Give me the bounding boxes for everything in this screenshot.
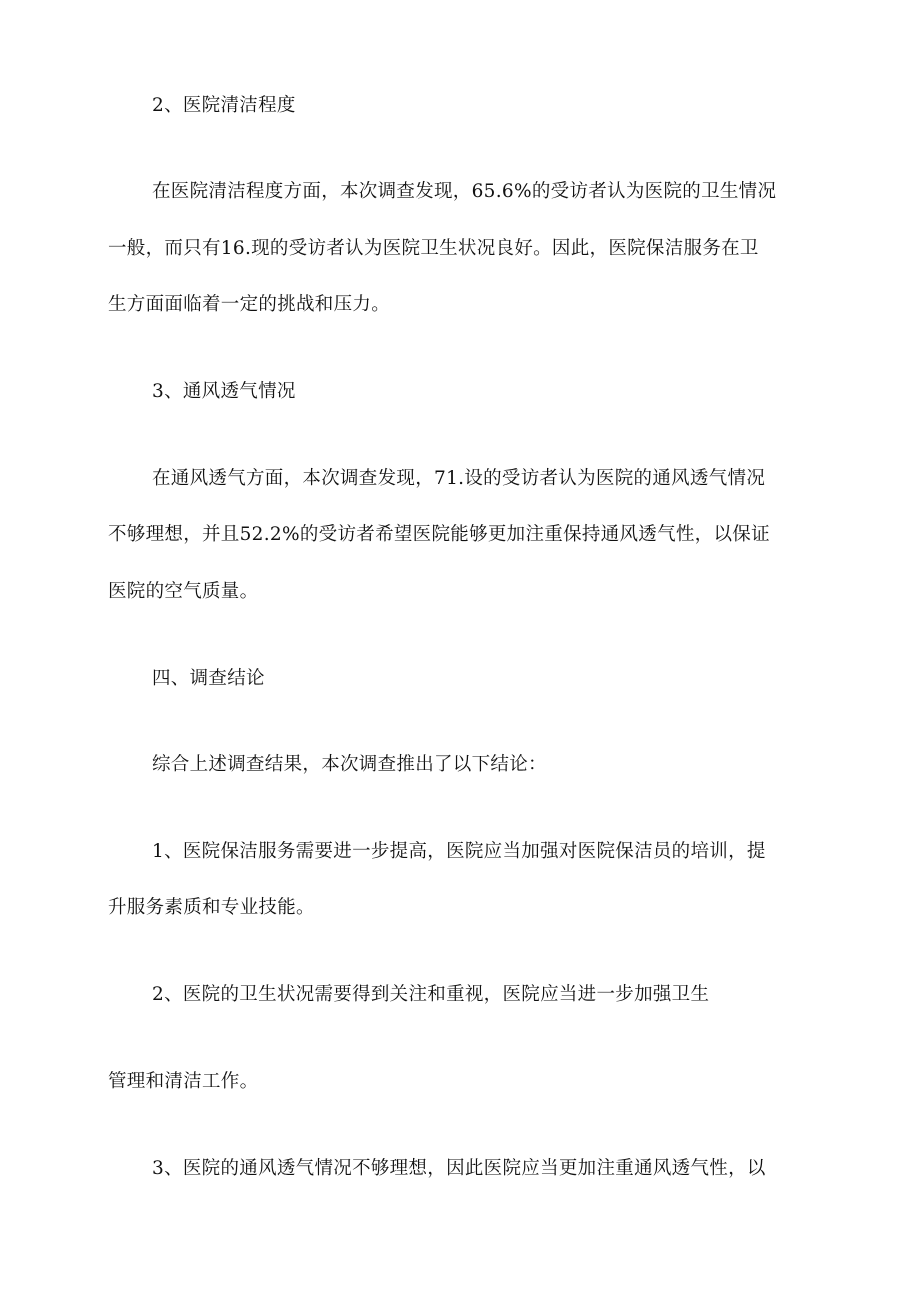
paragraph-cleanliness-line-1: 在医院清洁程度方面，本次调查发现，65.6%的受访者认为医院的卫生情况 (152, 181, 777, 202)
paragraph-cleanliness-line-3: 生方面面临着一定的挑战和压力。 (108, 294, 391, 315)
section-heading-hospital-cleanliness: 2、医院清洁程度 (152, 95, 296, 116)
section-heading-survey-conclusion: 四、调查结论 (152, 668, 265, 689)
paragraph-ventilation-line-1: 在通风透气方面，本次调查发现，71.设的受访者认为医院的通风透气情况 (152, 468, 766, 489)
conclusion-item-2-line-2: 管理和清洁工作。 (108, 1071, 259, 1092)
paragraph-ventilation-line-3: 医院的空气质量。 (108, 581, 259, 602)
paragraph-cleanliness-line-2: 一般，而只有16.现的受访者认为医院卫生状况良好。因此，医院保洁服务在卫 (108, 238, 759, 259)
section-heading-ventilation: 3、通风透气情况 (152, 381, 296, 402)
conclusion-item-1-line-2: 升服务素质和专业技能。 (108, 897, 315, 918)
conclusion-item-3-line-1: 3、医院的通风透气情况不够理想，因此医院应当更加注重通风透气性，以 (152, 1158, 766, 1179)
conclusion-intro: 综合上述调查结果，本次调查推出了以下结论： (152, 754, 547, 775)
conclusion-item-2-line-1: 2、医院的卫生状况需要得到关注和重视，医院应当进一步加强卫生 (152, 984, 710, 1005)
conclusion-item-1-line-1: 1、医院保洁服务需要进一步提高，医院应当加强对医院保洁员的培训，提 (152, 841, 766, 862)
paragraph-ventilation-line-2: 不够理想，并且52.2%的受访者希望医院能够更加注重保持通风透气性，以保证 (108, 524, 770, 545)
